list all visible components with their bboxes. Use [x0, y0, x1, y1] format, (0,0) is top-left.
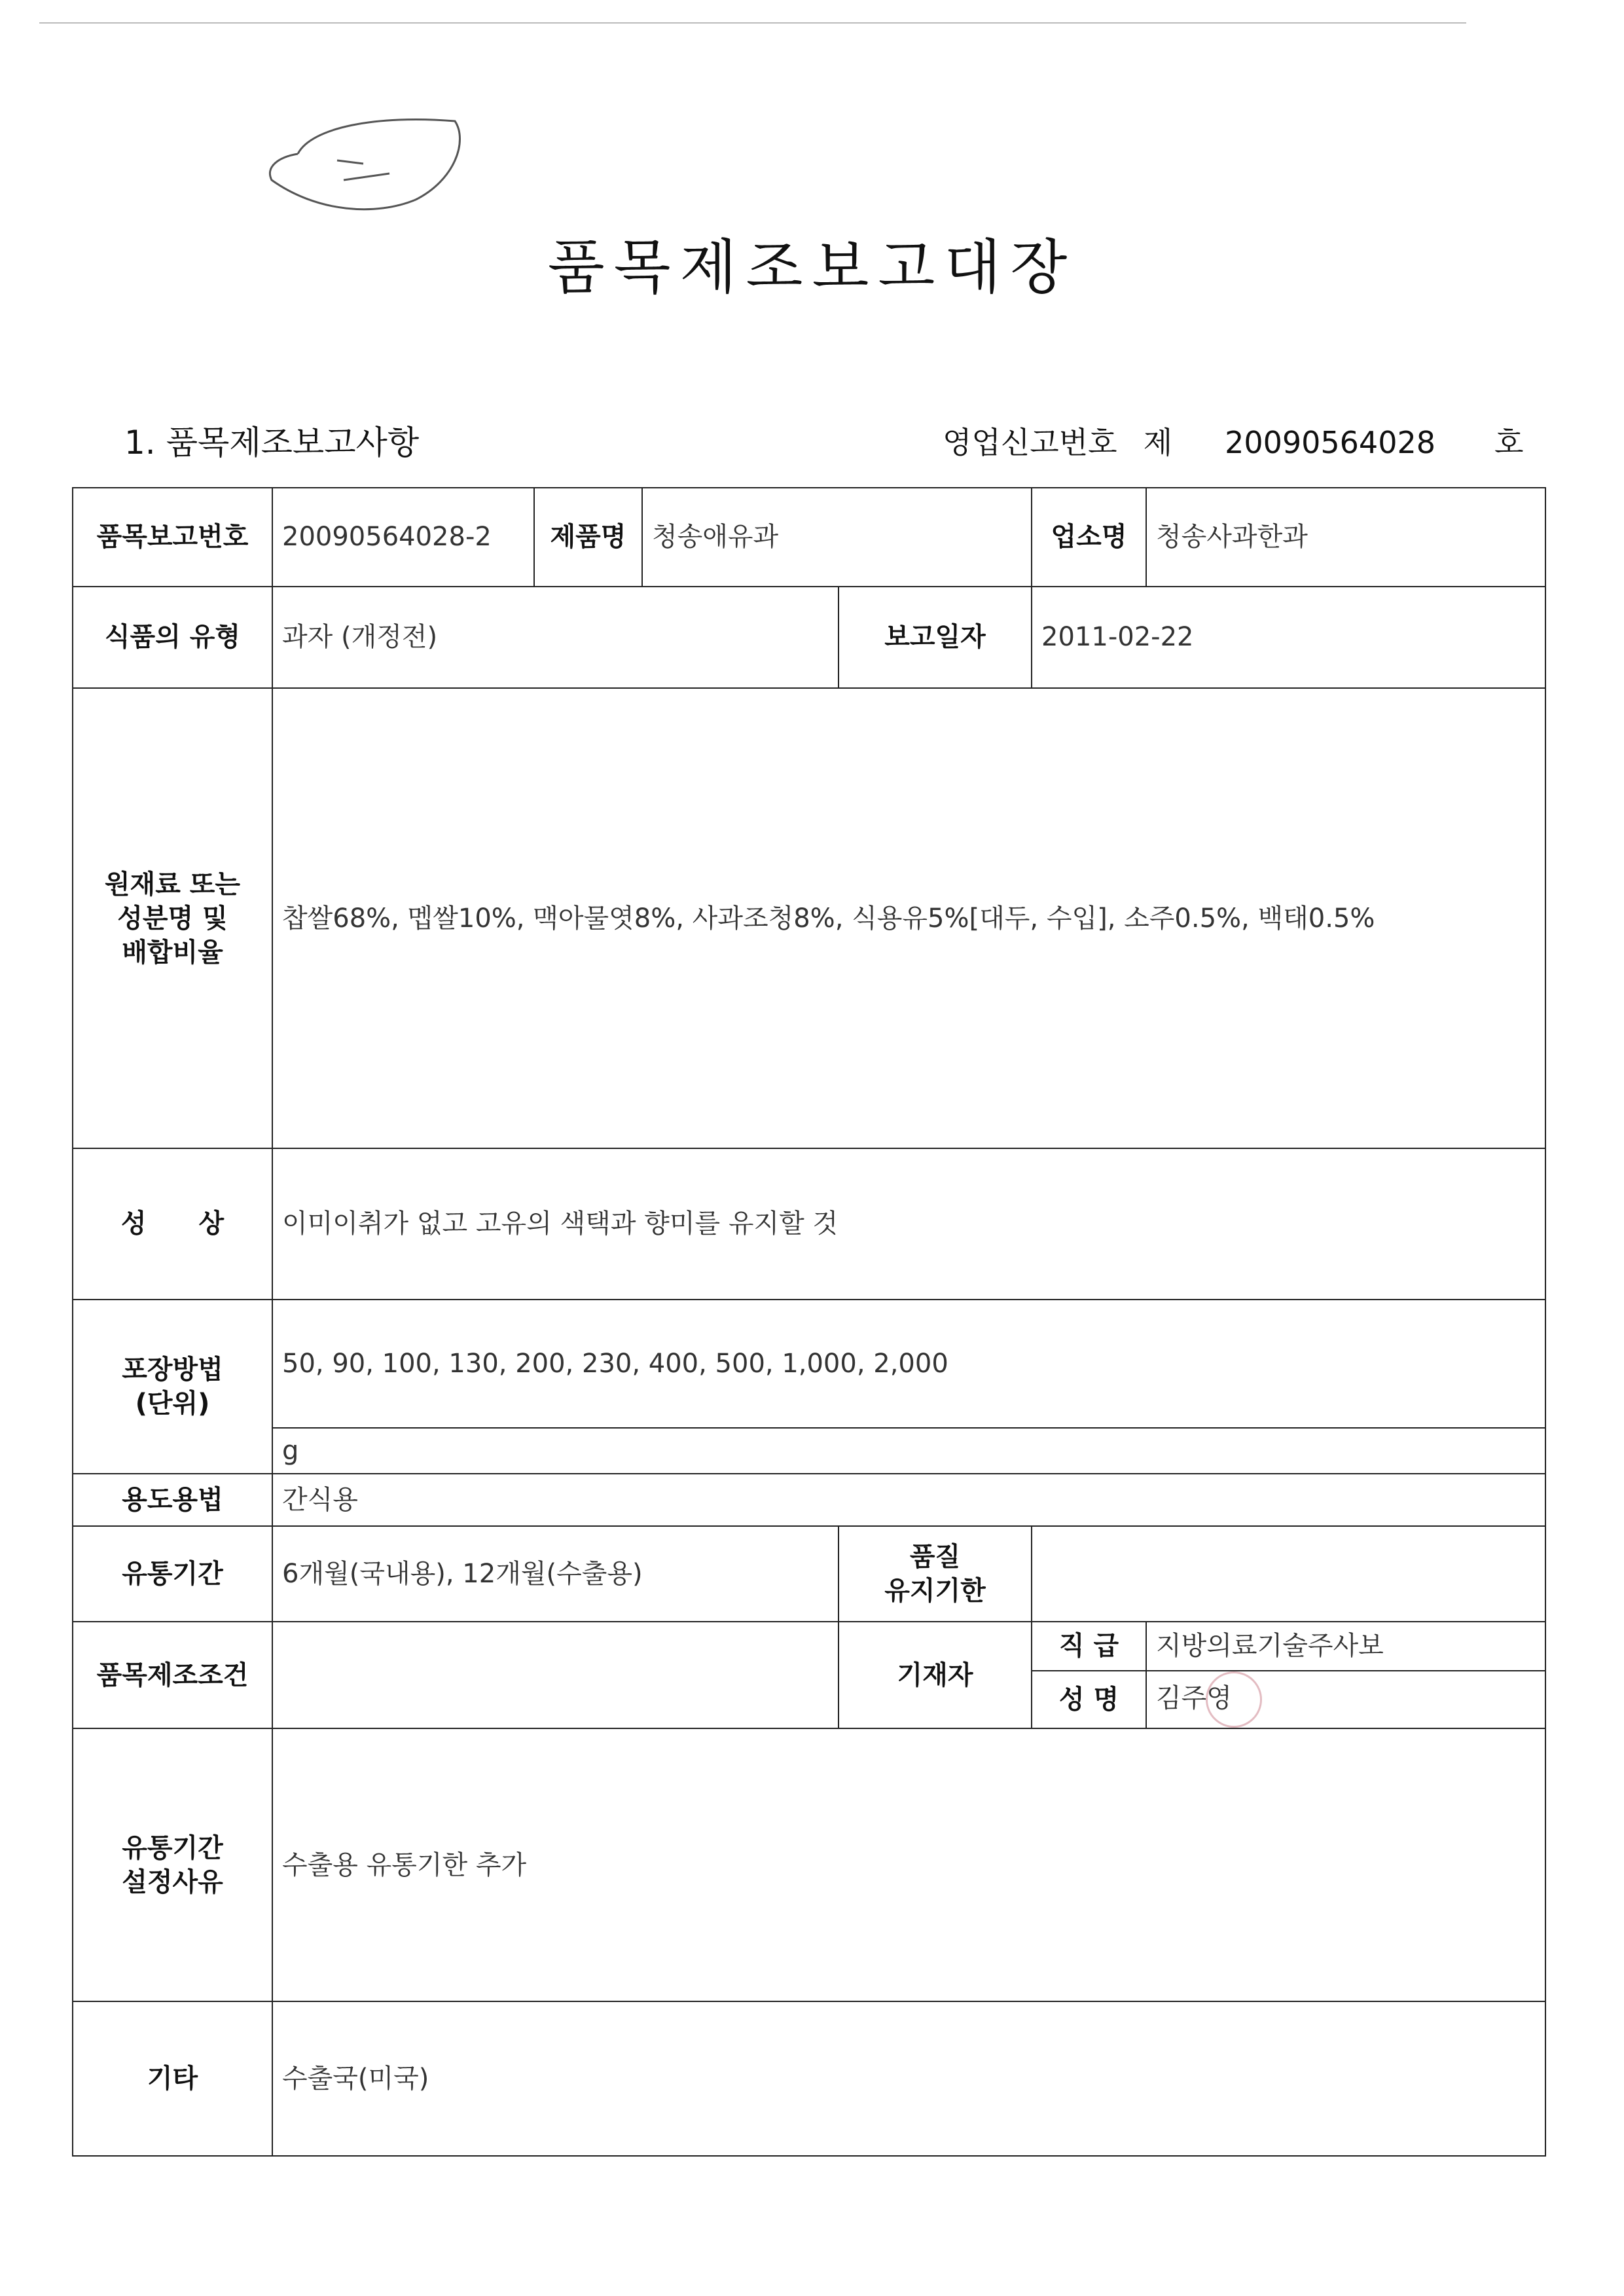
rank-label: 직 급: [1032, 1622, 1146, 1671]
row-shelf-life: [73, 1526, 1545, 1622]
registration-number: 20090564028: [1225, 425, 1435, 460]
usage-label: 용도용법: [73, 1474, 272, 1526]
packaging-label: [73, 1300, 272, 1474]
row-shelf-reason: [73, 1728, 1545, 2001]
ingredients-label: [73, 688, 272, 1148]
top-edge-line: [39, 22, 1466, 24]
report-no-value: 20090564028-2: [272, 488, 534, 587]
row-packaging: [73, 1300, 1545, 1428]
name-value: 김주영: [1156, 1683, 1232, 1714]
name-label: 성 명: [1032, 1671, 1146, 1728]
ingredients-label-line3: 배합비율: [122, 937, 223, 968]
row-food-type: [73, 587, 1545, 689]
shelf-reason-label: [73, 1728, 272, 2001]
properties-label: 성 상: [73, 1148, 272, 1300]
report-date-value: 2011-02-22: [1032, 587, 1545, 689]
business-registration: [943, 419, 1523, 462]
packaging-label-line2: (단위): [135, 1388, 210, 1419]
company-name-value: 청송사과한과: [1146, 488, 1545, 587]
row-report-no: [73, 488, 1545, 587]
registration-prefix: 제: [1143, 425, 1173, 460]
registration-label: 영업신고번호: [943, 425, 1117, 460]
ingredients-label-line2: 성분명 및: [117, 903, 228, 934]
shelf-reason-value: 수출용 유통기한 추가: [272, 1728, 1545, 2001]
quality-period-value: [1032, 1526, 1545, 1622]
usage-value: 간식용: [272, 1474, 1545, 1526]
name-cell: [1146, 1671, 1545, 1728]
food-type-label: 식품의 유형: [73, 587, 272, 689]
quality-label-line2: 유지기한: [884, 1575, 986, 1606]
section-heading: [124, 416, 419, 464]
section-label: 품목제조보고사항: [166, 424, 420, 462]
food-type-value: 과자 (개정전): [272, 587, 839, 689]
row-packaging-unit: [73, 1428, 1545, 1474]
seal-stamp: [1206, 1671, 1262, 1728]
report-no-label: 품목보고번호: [73, 488, 272, 587]
section-number: 1.: [124, 424, 156, 462]
writer-label: 기재자: [839, 1622, 1032, 1729]
packaging-label-line1: 포장방법: [122, 1354, 223, 1385]
conditions-label: 품목제조조건: [73, 1622, 272, 1729]
product-name-label: 제품명: [534, 488, 642, 587]
page-title: 품목제조보고대장: [547, 233, 1077, 302]
registration-suffix: 호: [1494, 425, 1524, 460]
properties-value: 이미이취가 없고 고유의 색택과 향미를 유지할 것: [272, 1148, 1545, 1300]
shelf-life-value: 6개월(국내용), 12개월(수출용): [272, 1526, 839, 1622]
company-name-label: 업소명: [1032, 488, 1146, 587]
product-name-value: 청송애유과: [642, 488, 1032, 587]
row-usage: [73, 1474, 1545, 1526]
quality-label-line1: 품질: [909, 1541, 961, 1572]
packaging-unit: g: [272, 1428, 1545, 1474]
ingredients-value: 찹쌀68%, 멥쌀10%, 맥아물엿8%, 사과조청8%, 식용유5%[대두, 수입], 소주0.5%, 백태0.5%: [272, 688, 1545, 1148]
row-properties: [73, 1148, 1545, 1300]
report-form-table: [72, 487, 1546, 2157]
quality-period-label: [839, 1526, 1032, 1622]
shelf-reason-label-line2: 설정사유: [122, 1867, 223, 1897]
conditions-value: [272, 1622, 839, 1729]
other-label: 기타: [73, 2001, 272, 2156]
other-value: 수출국(미국): [272, 2001, 1545, 2156]
report-date-label: 보고일자: [839, 587, 1032, 689]
handwritten-scribble: [259, 101, 481, 232]
row-ingredients: [73, 688, 1545, 1148]
row-other: [73, 2001, 1545, 2156]
packaging-value: 50, 90, 100, 130, 200, 230, 400, 500, 1,000, 2,000: [272, 1300, 1545, 1428]
shelf-life-label: 유통기간: [73, 1526, 272, 1622]
ingredients-label-line1: 원재료 또는: [104, 869, 241, 900]
row-conditions: [73, 1622, 1545, 1671]
rank-value: 지방의료기술주사보: [1146, 1622, 1545, 1671]
shelf-reason-label-line1: 유통기간: [122, 1832, 223, 1863]
